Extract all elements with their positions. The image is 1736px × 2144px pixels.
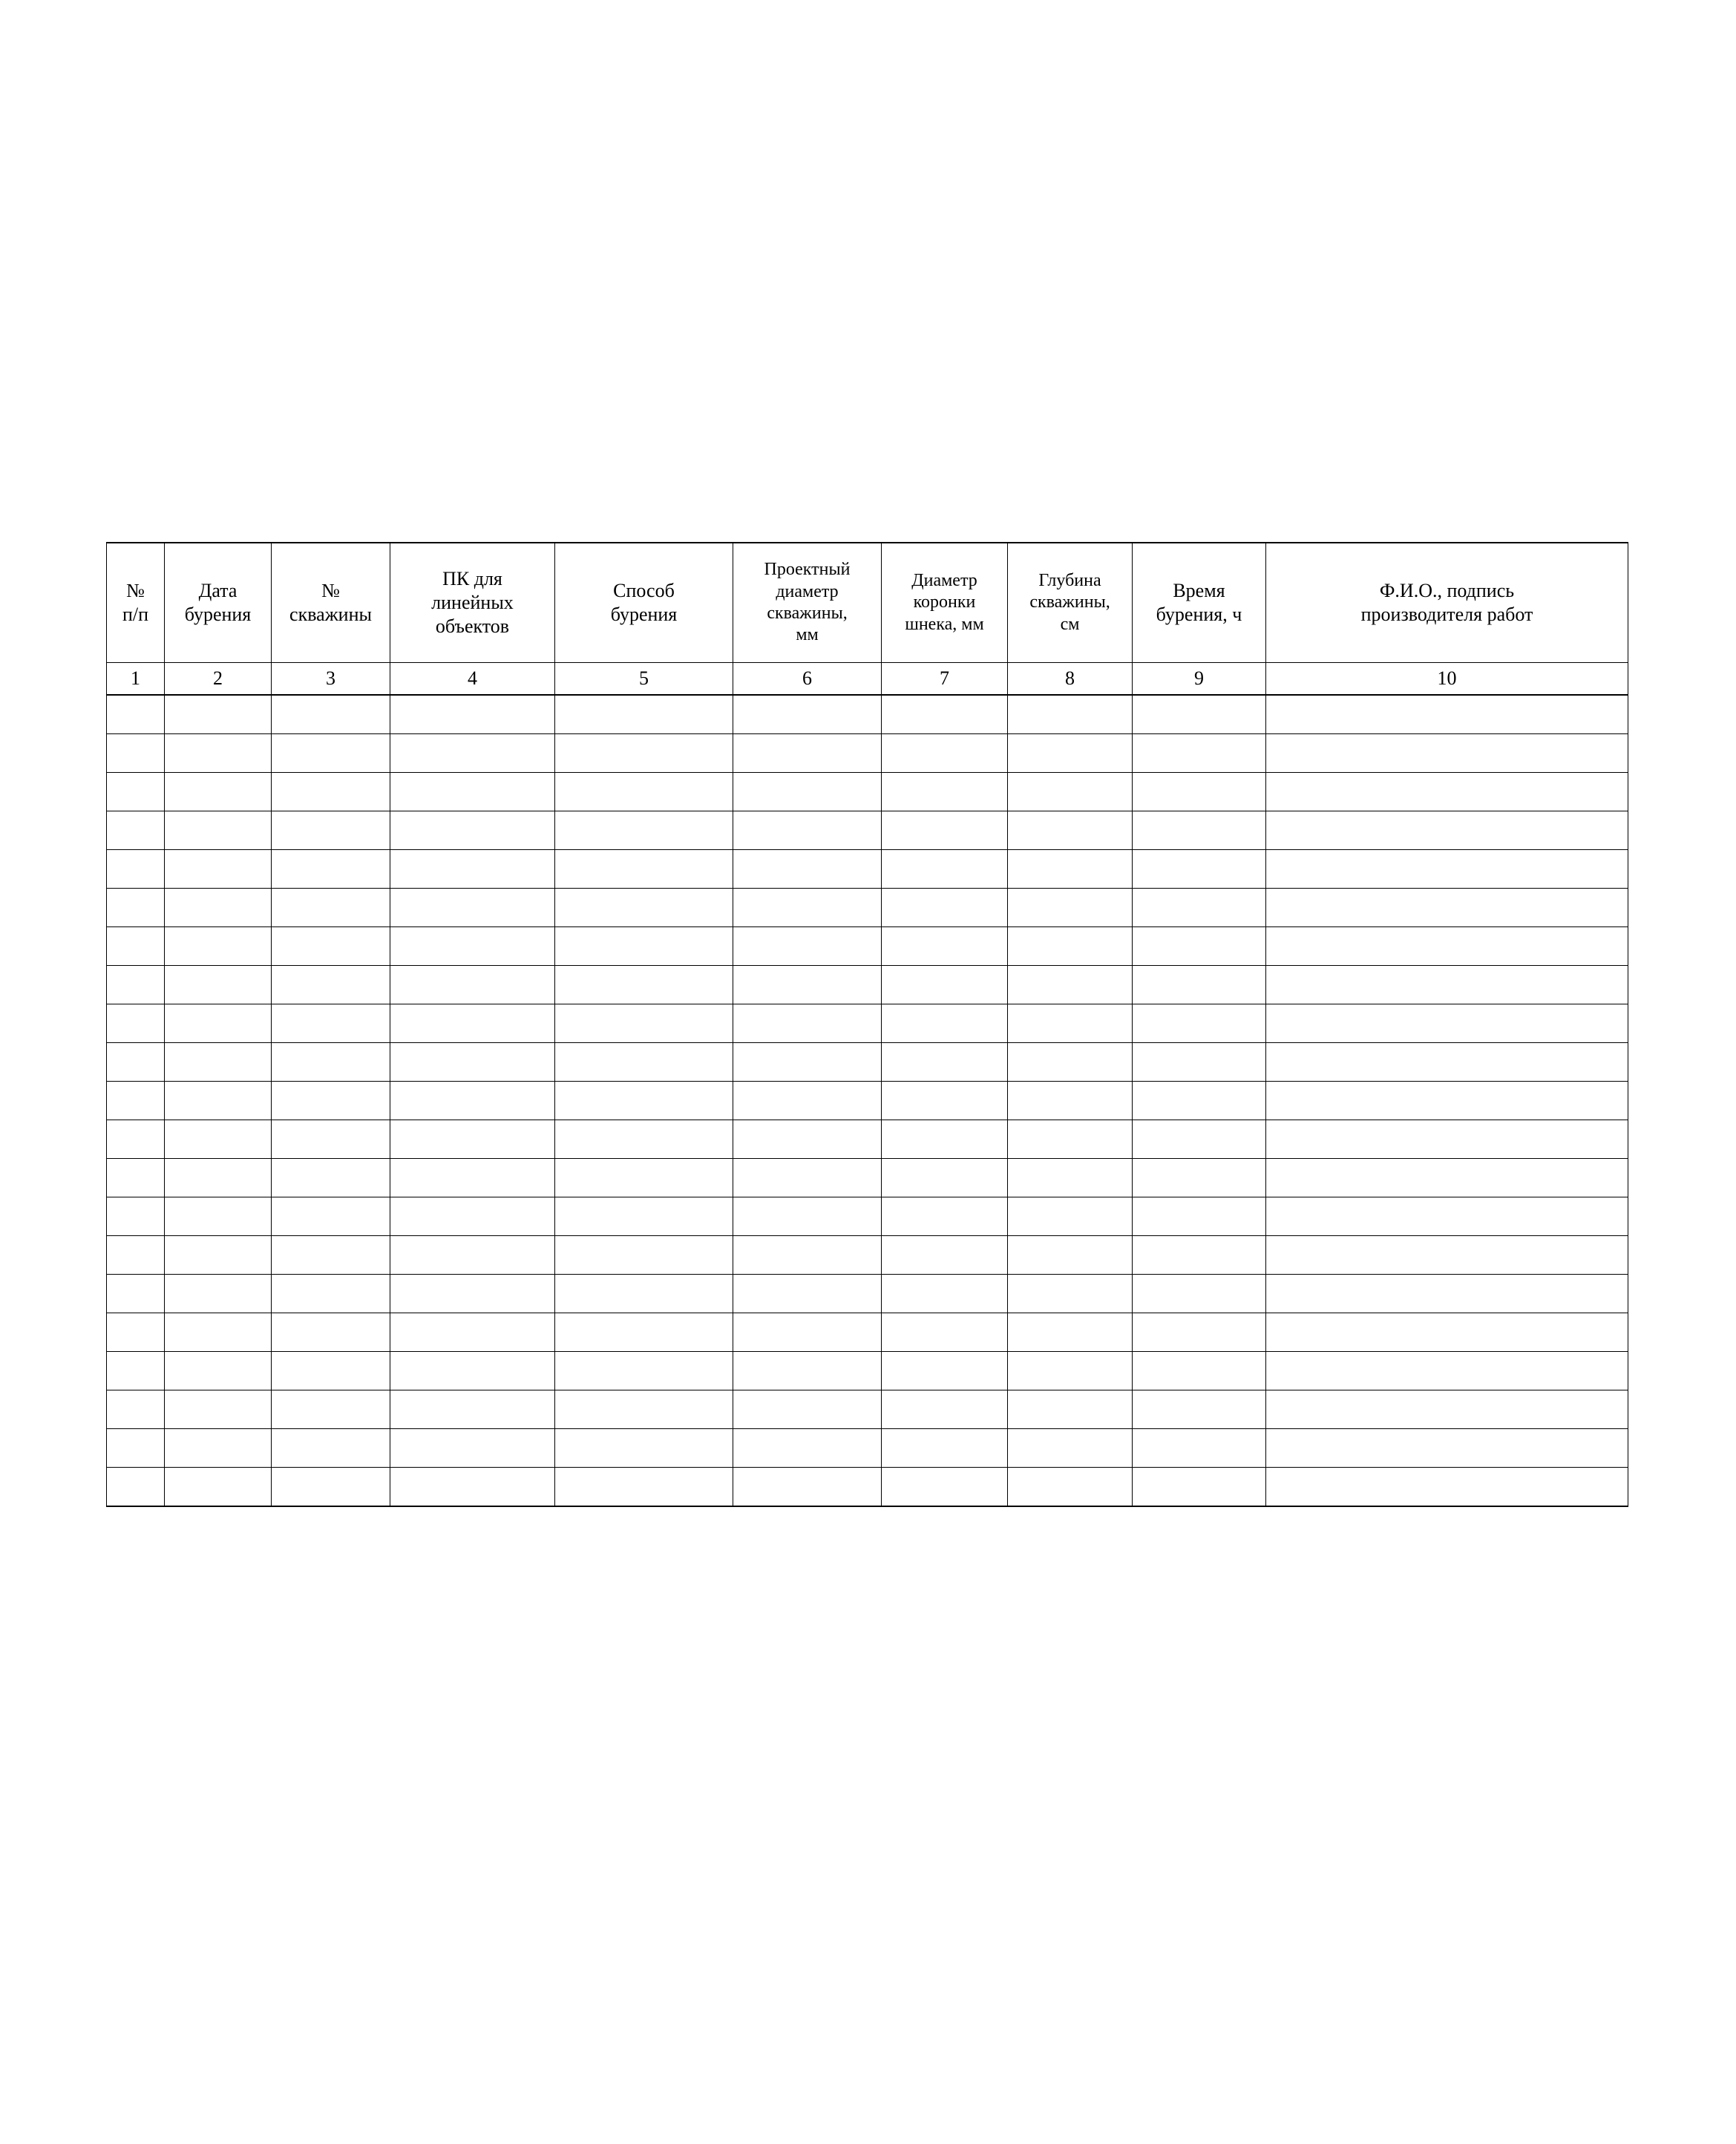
table-body [107,695,1628,1506]
table-cell[interactable] [390,773,555,811]
table-cell[interactable] [390,1043,555,1082]
table-cell[interactable] [107,966,165,1004]
table-row [107,1159,1628,1197]
column-header-borehole-depth [1008,543,1133,663]
table-cell[interactable] [733,773,882,811]
table-cell[interactable] [733,1159,882,1197]
header-line: коронки [913,592,976,612]
table-cell[interactable] [107,773,165,811]
column-number: 2 [165,663,272,696]
journal-table [106,542,1628,1507]
table-cell[interactable] [165,734,272,773]
table-cell[interactable] [390,1082,555,1120]
table-cell[interactable] [165,773,272,811]
table-cell[interactable] [107,1004,165,1043]
table-cell[interactable] [555,1429,733,1468]
table-cell[interactable] [1266,1120,1628,1159]
table-cell[interactable] [1266,811,1628,850]
table-cell[interactable] [1266,1236,1628,1275]
header-line: № [126,580,145,602]
table-cell[interactable] [272,811,390,850]
table-cell[interactable] [1008,811,1133,850]
table-cell[interactable] [1266,734,1628,773]
column-header-auger-crown-diameter [882,543,1008,663]
table-cell[interactable] [733,734,882,773]
header-line: № [321,580,340,602]
header-line: бурения [184,604,252,625]
table-cell[interactable] [1133,1082,1266,1120]
table-cell[interactable] [882,773,1008,811]
table-cell[interactable] [390,1352,555,1390]
table-cell[interactable] [1266,1352,1628,1390]
header-line: скважины [289,604,372,625]
table-cell[interactable] [165,1468,272,1507]
table-cell[interactable] [882,811,1008,850]
table-cell[interactable] [1266,1043,1628,1082]
table-cell[interactable] [107,1429,165,1468]
table-cell[interactable] [555,811,733,850]
table-cell[interactable] [1008,1159,1133,1197]
table-cell[interactable] [555,1313,733,1352]
table-cell[interactable] [733,1197,882,1236]
table-cell[interactable] [1133,1468,1266,1507]
table-row [107,695,1628,734]
table-cell[interactable] [107,734,165,773]
table-cell[interactable] [882,1352,1008,1390]
table-cell[interactable] [1008,1197,1133,1236]
table-cell[interactable] [165,1275,272,1313]
table-cell[interactable] [882,695,1008,734]
table-cell[interactable] [1008,966,1133,1004]
header-line: бурения [610,604,678,625]
header-row [107,543,1628,663]
table-cell[interactable] [1133,1429,1266,1468]
table-cell[interactable] [1008,1429,1133,1468]
table-cell[interactable] [107,1352,165,1390]
table-cell[interactable] [165,1043,272,1082]
table-cell[interactable] [733,1004,882,1043]
table-cell[interactable] [1266,966,1628,1004]
table-cell[interactable] [1266,1004,1628,1043]
table-cell[interactable] [272,1236,390,1275]
table-cell[interactable] [733,889,882,927]
table-cell[interactable] [107,889,165,927]
table-cell[interactable] [1133,1352,1266,1390]
table-cell[interactable] [882,966,1008,1004]
table-cell[interactable] [882,889,1008,927]
table-row [107,1352,1628,1390]
table-cell[interactable] [1266,889,1628,927]
table-cell[interactable] [390,1120,555,1159]
header-line: производителя работ [1360,604,1533,625]
table-cell[interactable] [107,1197,165,1236]
table-cell[interactable] [1266,1082,1628,1120]
header-line: мм [796,625,819,645]
table-cell[interactable] [107,1390,165,1429]
table-cell[interactable] [1133,1043,1266,1082]
table-cell[interactable] [272,695,390,734]
table-cell[interactable] [555,1082,733,1120]
table-cell[interactable] [1008,773,1133,811]
table-cell[interactable] [1008,889,1133,927]
table-cell[interactable] [272,773,390,811]
table-cell[interactable] [165,1197,272,1236]
table-cell[interactable] [555,1159,733,1197]
table-cell[interactable] [733,1275,882,1313]
column-header-foreman-signature [1266,543,1628,663]
table-cell[interactable] [1133,1275,1266,1313]
table-cell[interactable] [882,1429,1008,1468]
column-number: 10 [1266,663,1628,696]
table-cell[interactable] [390,927,555,966]
table-cell[interactable] [733,695,882,734]
table-cell[interactable] [882,1468,1008,1507]
table-cell[interactable] [107,1468,165,1507]
table-cell[interactable] [272,734,390,773]
table-cell[interactable] [555,850,733,889]
table-cell[interactable] [1266,1468,1628,1507]
table-cell[interactable] [107,850,165,889]
table-cell[interactable] [107,695,165,734]
table-row [107,1236,1628,1275]
table-cell[interactable] [1266,1390,1628,1429]
header-line: Ф.И.О., подпись [1379,580,1515,602]
table-cell[interactable] [165,1004,272,1043]
table-row [107,1390,1628,1429]
table-row [107,1197,1628,1236]
table-cell[interactable] [733,811,882,850]
table-cell[interactable] [165,1390,272,1429]
table-cell[interactable] [165,1082,272,1120]
table-cell[interactable] [555,1120,733,1159]
column-header-drill-date [165,543,272,663]
table-cell[interactable] [165,1236,272,1275]
table-cell[interactable] [390,1197,555,1236]
table-cell[interactable] [165,1313,272,1352]
table-cell[interactable] [1266,1159,1628,1197]
table-cell[interactable] [1266,695,1628,734]
table-cell[interactable] [272,889,390,927]
table-cell[interactable] [1008,1236,1133,1275]
header-line: объектов [435,615,510,637]
table-cell[interactable] [107,1043,165,1082]
table-cell[interactable] [1133,811,1266,850]
header-line: линейных [431,592,514,614]
column-header-drill-method [555,543,733,663]
table-cell[interactable] [272,1390,390,1429]
header-line: скважины, [1029,592,1110,612]
table-cell[interactable] [272,1275,390,1313]
table-row [107,1004,1628,1043]
table-row [107,734,1628,773]
table-row [107,1429,1628,1468]
table-cell[interactable] [555,1352,733,1390]
table-cell[interactable] [272,850,390,889]
table-row [107,773,1628,811]
table-cell[interactable] [272,1004,390,1043]
table-cell[interactable] [1133,966,1266,1004]
table-cell[interactable] [1008,1120,1133,1159]
table-cell[interactable] [1008,1082,1133,1120]
column-number: 9 [1133,663,1266,696]
table-cell[interactable] [882,1082,1008,1120]
table-cell[interactable] [1266,927,1628,966]
table-cell[interactable] [165,1120,272,1159]
table-cell[interactable] [1133,1120,1266,1159]
table-cell[interactable] [1008,695,1133,734]
table-cell[interactable] [1133,734,1266,773]
table-cell[interactable] [1133,889,1266,927]
table-cell[interactable] [165,850,272,889]
table-cell[interactable] [733,1043,882,1082]
table-cell[interactable] [272,1082,390,1120]
table-cell[interactable] [1133,1313,1266,1352]
header-line: Диаметр [911,571,977,591]
table-cell[interactable] [272,1159,390,1197]
table-cell[interactable] [390,1429,555,1468]
header-line: диаметр [776,581,839,601]
table-cell[interactable] [733,1468,882,1507]
table-cell[interactable] [107,811,165,850]
table-cell[interactable] [1008,734,1133,773]
table-cell[interactable] [390,734,555,773]
table-cell[interactable] [107,1120,165,1159]
table-cell[interactable] [882,1004,1008,1043]
table-cell[interactable] [733,1352,882,1390]
table-cell[interactable] [1008,927,1133,966]
header-line: Время [1173,580,1225,602]
column-number: 4 [390,663,555,696]
table-cell[interactable] [555,1390,733,1429]
table-cell[interactable] [165,889,272,927]
table-cell[interactable] [555,773,733,811]
table-cell[interactable] [165,1159,272,1197]
table-cell[interactable] [272,1043,390,1082]
table-cell[interactable] [1133,773,1266,811]
table-cell[interactable] [1133,695,1266,734]
table-cell[interactable] [1008,1352,1133,1390]
table-cell[interactable] [733,1429,882,1468]
table-row [107,927,1628,966]
table-cell[interactable] [555,1197,733,1236]
table-cell[interactable] [882,1197,1008,1236]
table-row [107,1082,1628,1120]
table-row [107,850,1628,889]
table-cell[interactable] [390,1390,555,1429]
table-cell[interactable] [165,811,272,850]
table-cell[interactable] [882,1120,1008,1159]
column-header-borehole-no [272,543,390,663]
table-cell[interactable] [733,927,882,966]
table-cell[interactable] [555,927,733,966]
table-row [107,1468,1628,1507]
table-cell[interactable] [390,889,555,927]
table-cell[interactable] [555,966,733,1004]
table-row [107,1275,1628,1313]
column-number: 7 [882,663,1008,696]
table-cell[interactable] [1266,1429,1628,1468]
table-cell[interactable] [882,1390,1008,1429]
table-cell[interactable] [1133,1197,1266,1236]
table-cell[interactable] [555,889,733,927]
table-cell[interactable] [272,1352,390,1390]
header-line: шнека, мм [905,614,984,634]
table-cell[interactable] [733,1236,882,1275]
table-cell[interactable] [165,695,272,734]
header-line: бурения, ч [1156,604,1242,625]
header-line: скважины, [767,604,848,623]
table-cell[interactable] [1008,1043,1133,1082]
table-cell[interactable] [1266,1313,1628,1352]
table-cell[interactable] [1133,927,1266,966]
table-cell[interactable] [882,1313,1008,1352]
column-number-row [107,663,1628,696]
table-cell[interactable] [1008,1468,1133,1507]
table-cell[interactable] [107,1275,165,1313]
header-line: Глубина [1038,571,1101,591]
table-cell[interactable] [1008,850,1133,889]
table-cell[interactable] [1133,1159,1266,1197]
table-cell[interactable] [165,927,272,966]
table-cell[interactable] [1133,1004,1266,1043]
table-cell[interactable] [107,1082,165,1120]
table-cell[interactable] [555,1236,733,1275]
table-cell[interactable] [390,966,555,1004]
header-line: Проектный [764,560,851,580]
header-line: п/п [122,604,149,625]
table-cell[interactable] [165,1352,272,1390]
table-cell[interactable] [165,1429,272,1468]
table-cell[interactable] [107,1313,165,1352]
column-number: 1 [107,663,165,696]
table-cell[interactable] [272,1197,390,1236]
table-cell[interactable] [1008,1390,1133,1429]
table-cell[interactable] [882,1275,1008,1313]
table-row [107,811,1628,850]
table-cell[interactable] [882,927,1008,966]
table-cell[interactable] [272,1468,390,1507]
table-cell[interactable] [555,1004,733,1043]
column-header-pk-linear-objects [390,543,555,663]
table-cell[interactable] [272,1120,390,1159]
header-line: Дата [198,580,238,602]
column-number: 6 [733,663,882,696]
table-cell[interactable] [390,1004,555,1043]
table-cell[interactable] [390,850,555,889]
table-cell[interactable] [272,1313,390,1352]
table-cell[interactable] [1266,1197,1628,1236]
column-number: 3 [272,663,390,696]
table-cell[interactable] [882,734,1008,773]
table-cell[interactable] [733,966,882,1004]
table-cell[interactable] [107,927,165,966]
table-cell[interactable] [1266,773,1628,811]
table-cell[interactable] [733,850,882,889]
table-cell[interactable] [1008,1004,1133,1043]
table-cell[interactable] [733,1082,882,1120]
table-cell[interactable] [555,1043,733,1082]
table-cell[interactable] [555,1275,733,1313]
header-line: ПК для [442,568,502,590]
table-cell[interactable] [733,1313,882,1352]
table-row [107,1313,1628,1352]
table-cell[interactable] [1008,1313,1133,1352]
table-cell[interactable] [107,1159,165,1197]
table-cell[interactable] [555,695,733,734]
column-number: 8 [1008,663,1133,696]
table-cell[interactable] [390,1468,555,1507]
header-line: Способ [613,580,675,602]
table-cell[interactable] [107,1236,165,1275]
table-header [107,543,1628,695]
header-line: см [1060,614,1080,634]
table-cell[interactable] [733,1390,882,1429]
table-cell[interactable] [555,734,733,773]
column-header-no [107,543,165,663]
table-row [107,1120,1628,1159]
table-cell[interactable] [390,1313,555,1352]
table-row [107,966,1628,1004]
table-cell[interactable] [390,1159,555,1197]
journal-table-wrapper [106,542,1628,1507]
table-cell[interactable] [272,1429,390,1468]
table-row [107,1043,1628,1082]
column-header-design-diameter [733,543,882,663]
table-cell[interactable] [390,1275,555,1313]
table-cell[interactable] [882,850,1008,889]
table-cell[interactable] [165,966,272,1004]
table-cell[interactable] [272,966,390,1004]
table-cell[interactable] [882,1043,1008,1082]
table-cell[interactable] [1266,1275,1628,1313]
table-cell[interactable] [1133,1236,1266,1275]
table-cell[interactable] [882,1159,1008,1197]
table-cell[interactable] [390,811,555,850]
table-cell[interactable] [733,1120,882,1159]
table-cell[interactable] [1133,850,1266,889]
table-cell[interactable] [882,1236,1008,1275]
table-cell[interactable] [390,695,555,734]
column-header-drill-time [1133,543,1266,663]
table-cell[interactable] [390,1236,555,1275]
column-number: 5 [555,663,733,696]
table-cell[interactable] [1266,850,1628,889]
table-cell[interactable] [1133,1390,1266,1429]
table-cell[interactable] [555,1468,733,1507]
table-cell[interactable] [272,927,390,966]
table-row [107,889,1628,927]
table-cell[interactable] [1008,1275,1133,1313]
